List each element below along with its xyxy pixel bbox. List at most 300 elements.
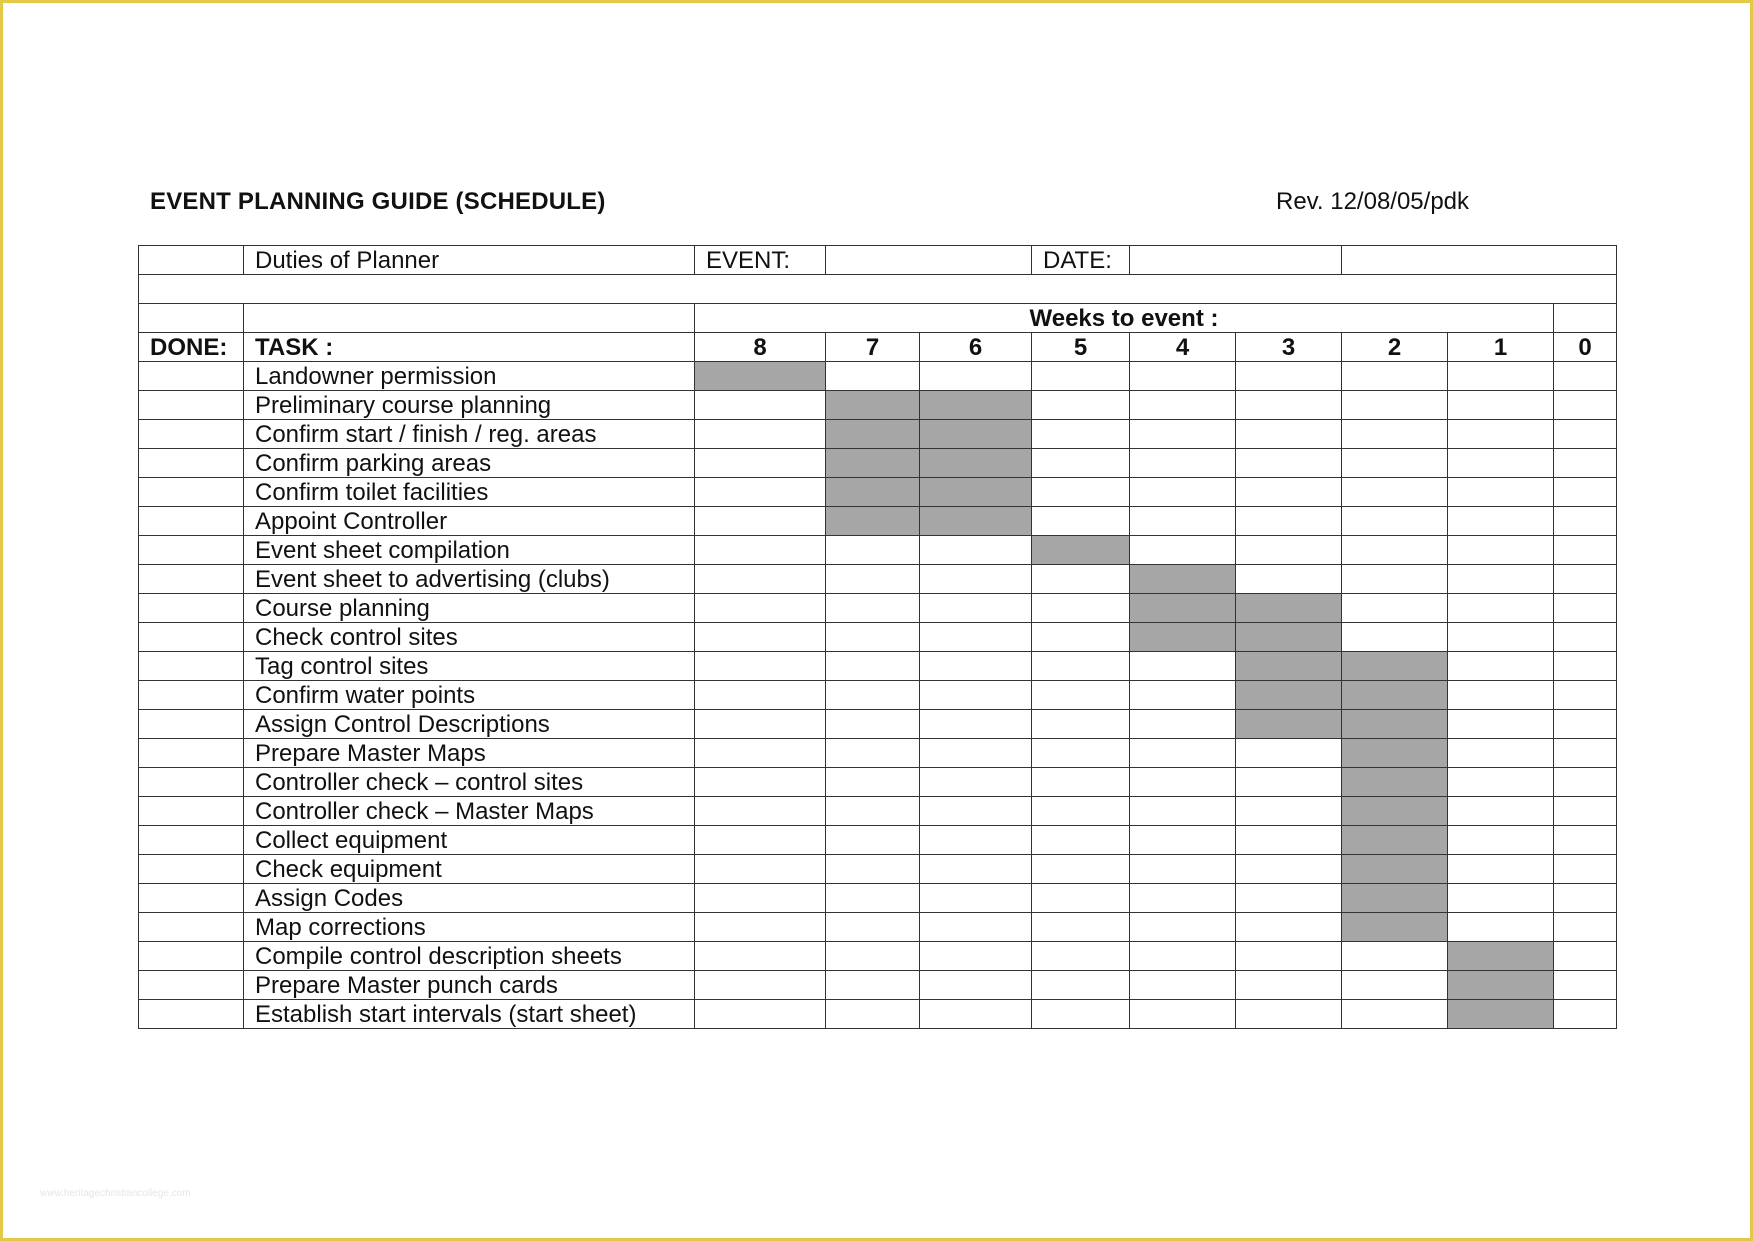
week-cell bbox=[920, 536, 1032, 565]
weeks-header-row bbox=[139, 304, 1617, 333]
task-row bbox=[139, 623, 1617, 652]
week-cell bbox=[826, 565, 920, 594]
week-cell bbox=[1032, 507, 1130, 536]
done-cell[interactable] bbox=[139, 1000, 244, 1029]
week-cell bbox=[695, 681, 826, 710]
week-cell bbox=[1554, 652, 1617, 681]
week-cell bbox=[1448, 797, 1554, 826]
week-cell bbox=[920, 971, 1032, 1000]
done-cell[interactable] bbox=[139, 536, 244, 565]
week-cell bbox=[1236, 362, 1342, 391]
week-cell bbox=[1130, 420, 1236, 449]
week-cell bbox=[826, 391, 920, 420]
week-cell bbox=[1236, 623, 1342, 652]
week-cell bbox=[1130, 681, 1236, 710]
week-cell bbox=[826, 1000, 920, 1029]
week-cell bbox=[1032, 768, 1130, 797]
task-name: Assign Codes bbox=[244, 884, 695, 913]
done-cell[interactable] bbox=[139, 942, 244, 971]
duties-label: Duties of Planner bbox=[244, 246, 695, 275]
week-cell bbox=[920, 913, 1032, 942]
task-name: Establish start intervals (start sheet) bbox=[244, 1000, 695, 1029]
task-row bbox=[139, 884, 1617, 913]
week-cell bbox=[1130, 942, 1236, 971]
week-cell bbox=[1342, 971, 1448, 1000]
task-name: Controller check – Master Maps bbox=[244, 797, 695, 826]
week-cell bbox=[1130, 594, 1236, 623]
week-cell bbox=[1130, 507, 1236, 536]
week-cell bbox=[1554, 826, 1617, 855]
week-cell bbox=[1448, 478, 1554, 507]
week-cell bbox=[1448, 362, 1554, 391]
week-cell bbox=[1342, 623, 1448, 652]
week-cell bbox=[1448, 594, 1554, 623]
week-cell bbox=[1236, 797, 1342, 826]
week-column-header: 8 bbox=[695, 333, 826, 362]
task-row bbox=[139, 797, 1617, 826]
week-cell bbox=[1236, 913, 1342, 942]
week-cell bbox=[695, 739, 826, 768]
week-cell bbox=[826, 913, 920, 942]
week-cell bbox=[920, 565, 1032, 594]
task-name: Tag control sites bbox=[244, 652, 695, 681]
week-cell bbox=[1032, 739, 1130, 768]
week-cell bbox=[1236, 681, 1342, 710]
week-cell bbox=[920, 362, 1032, 391]
week-cell bbox=[1448, 942, 1554, 971]
week-cell bbox=[1032, 1000, 1130, 1029]
week-cell bbox=[1554, 478, 1617, 507]
week-cell bbox=[826, 420, 920, 449]
week-cell bbox=[1448, 884, 1554, 913]
week-cell bbox=[1342, 362, 1448, 391]
week-cell bbox=[695, 855, 826, 884]
task-row bbox=[139, 826, 1617, 855]
week-column-header: 3 bbox=[1236, 333, 1342, 362]
week-cell bbox=[1342, 478, 1448, 507]
task-row bbox=[139, 710, 1617, 739]
week-cell bbox=[1236, 855, 1342, 884]
week-cell bbox=[1032, 623, 1130, 652]
spacer-row bbox=[139, 275, 1617, 304]
week-cell bbox=[695, 391, 826, 420]
task-row bbox=[139, 536, 1617, 565]
week-cell bbox=[695, 420, 826, 449]
week-cell bbox=[1032, 565, 1130, 594]
week-cell bbox=[920, 391, 1032, 420]
week-cell bbox=[920, 826, 1032, 855]
task-name: Confirm water points bbox=[244, 681, 695, 710]
week-cell bbox=[1032, 449, 1130, 478]
done-cell[interactable] bbox=[139, 884, 244, 913]
week-cell bbox=[1554, 536, 1617, 565]
task-name: Confirm parking areas bbox=[244, 449, 695, 478]
done-cell[interactable] bbox=[139, 507, 244, 536]
week-cell bbox=[826, 623, 920, 652]
week-cell bbox=[695, 826, 826, 855]
week-cell bbox=[920, 507, 1032, 536]
week-cell bbox=[1236, 478, 1342, 507]
week-cell bbox=[826, 362, 920, 391]
week-cell bbox=[1342, 420, 1448, 449]
task-name: Prepare Master Maps bbox=[244, 739, 695, 768]
week-cell bbox=[1236, 884, 1342, 913]
task-row bbox=[139, 420, 1617, 449]
week-cell bbox=[1448, 536, 1554, 565]
week-cell bbox=[920, 797, 1032, 826]
week-cell bbox=[1130, 478, 1236, 507]
week-cell bbox=[826, 594, 920, 623]
week-cell bbox=[826, 710, 920, 739]
week-cell bbox=[1236, 942, 1342, 971]
week-cell bbox=[1236, 739, 1342, 768]
week-column-header: 4 bbox=[1130, 333, 1236, 362]
week-cell bbox=[1130, 1000, 1236, 1029]
done-cell[interactable] bbox=[139, 449, 244, 478]
task-name: Check control sites bbox=[244, 623, 695, 652]
week-cell bbox=[1554, 420, 1617, 449]
done-cell[interactable] bbox=[139, 855, 244, 884]
task-name: Preliminary course planning bbox=[244, 391, 695, 420]
week-cell bbox=[695, 797, 826, 826]
task-name: Assign Control Descriptions bbox=[244, 710, 695, 739]
schedule-table bbox=[138, 245, 1617, 1029]
week-cell bbox=[1236, 1000, 1342, 1029]
week-cell bbox=[1554, 594, 1617, 623]
week-cell bbox=[1032, 884, 1130, 913]
event-value-cell[interactable] bbox=[826, 246, 1032, 275]
week-cell bbox=[1554, 623, 1617, 652]
week-cell bbox=[826, 768, 920, 797]
week-cell bbox=[1554, 797, 1617, 826]
done-cell[interactable] bbox=[139, 768, 244, 797]
week-cell bbox=[1032, 681, 1130, 710]
week-cell bbox=[920, 855, 1032, 884]
week-cell bbox=[1236, 768, 1342, 797]
week-cell bbox=[1554, 391, 1617, 420]
week-cell bbox=[1032, 478, 1130, 507]
week-cell bbox=[1130, 449, 1236, 478]
week-cell bbox=[1130, 652, 1236, 681]
week-cell bbox=[695, 594, 826, 623]
week-cell bbox=[1236, 710, 1342, 739]
week-cell bbox=[1032, 710, 1130, 739]
week-cell bbox=[826, 449, 920, 478]
task-name: Compile control description sheets bbox=[244, 942, 695, 971]
week-cell bbox=[1554, 681, 1617, 710]
week-cell bbox=[920, 710, 1032, 739]
task-name: Prepare Master punch cards bbox=[244, 971, 695, 1000]
week-cell bbox=[1554, 884, 1617, 913]
week-cell bbox=[695, 623, 826, 652]
week-cell bbox=[826, 681, 920, 710]
done-cell[interactable] bbox=[139, 971, 244, 1000]
week-cell bbox=[1448, 768, 1554, 797]
done-cell[interactable] bbox=[139, 913, 244, 942]
week-cell bbox=[826, 652, 920, 681]
week-cell bbox=[1554, 971, 1617, 1000]
week-cell bbox=[1554, 449, 1617, 478]
week-cell bbox=[1448, 971, 1554, 1000]
week-cell bbox=[826, 797, 920, 826]
week-cell bbox=[695, 362, 826, 391]
week-cell bbox=[1448, 681, 1554, 710]
done-cell[interactable] bbox=[139, 565, 244, 594]
week-cell bbox=[1032, 971, 1130, 1000]
week-cell bbox=[1342, 768, 1448, 797]
week-cell bbox=[826, 478, 920, 507]
week-cell bbox=[1554, 739, 1617, 768]
task-row bbox=[139, 855, 1617, 884]
week-cell bbox=[1342, 652, 1448, 681]
week-cell bbox=[1554, 507, 1617, 536]
column-header-row bbox=[139, 333, 1617, 362]
week-cell bbox=[826, 884, 920, 913]
week-cell bbox=[1236, 449, 1342, 478]
week-cell bbox=[920, 768, 1032, 797]
week-cell bbox=[1554, 1000, 1617, 1029]
done-cell[interactable] bbox=[139, 420, 244, 449]
week-cell bbox=[1032, 594, 1130, 623]
week-cell bbox=[695, 768, 826, 797]
done-cell[interactable] bbox=[139, 710, 244, 739]
week-cell bbox=[1342, 826, 1448, 855]
week-cell bbox=[1236, 507, 1342, 536]
task-name: Appoint Controller bbox=[244, 507, 695, 536]
week-cell bbox=[695, 536, 826, 565]
week-column-header: 6 bbox=[920, 333, 1032, 362]
week-cell bbox=[826, 942, 920, 971]
week-cell bbox=[1448, 652, 1554, 681]
week-cell bbox=[1554, 768, 1617, 797]
week-column-header: 0 bbox=[1554, 333, 1617, 362]
task-row bbox=[139, 681, 1617, 710]
week-cell bbox=[1130, 884, 1236, 913]
done-cell[interactable] bbox=[139, 623, 244, 652]
done-cell[interactable] bbox=[139, 739, 244, 768]
week-cell bbox=[1342, 710, 1448, 739]
event-label: EVENT: bbox=[695, 246, 826, 275]
week-cell bbox=[1342, 565, 1448, 594]
task-name: Check equipment bbox=[244, 855, 695, 884]
week-cell bbox=[1342, 681, 1448, 710]
task-name: Course planning bbox=[244, 594, 695, 623]
week-cell bbox=[826, 507, 920, 536]
week-cell bbox=[1448, 739, 1554, 768]
week-cell bbox=[1554, 362, 1617, 391]
done-cell[interactable] bbox=[139, 681, 244, 710]
week-cell bbox=[920, 594, 1032, 623]
week-cell bbox=[1130, 913, 1236, 942]
week-cell bbox=[1342, 594, 1448, 623]
week-cell bbox=[1032, 855, 1130, 884]
week-column-header: 7 bbox=[826, 333, 920, 362]
week-cell bbox=[695, 884, 826, 913]
header-row bbox=[139, 246, 1617, 275]
task-row bbox=[139, 507, 1617, 536]
week-cell bbox=[1554, 913, 1617, 942]
week-cell bbox=[1130, 826, 1236, 855]
task-name: Confirm toilet facilities bbox=[244, 478, 695, 507]
week-cell bbox=[1130, 971, 1236, 1000]
week-cell bbox=[1448, 565, 1554, 594]
week-cell bbox=[1448, 826, 1554, 855]
task-row bbox=[139, 449, 1617, 478]
week-cell bbox=[1236, 391, 1342, 420]
week-cell bbox=[920, 884, 1032, 913]
week-cell bbox=[695, 971, 826, 1000]
week-cell bbox=[695, 565, 826, 594]
week-cell bbox=[1448, 710, 1554, 739]
week-cell bbox=[695, 652, 826, 681]
week-cell bbox=[1130, 623, 1236, 652]
week-cell bbox=[1236, 594, 1342, 623]
week-cell bbox=[1130, 797, 1236, 826]
header-extra-cell bbox=[1342, 246, 1617, 275]
task-row bbox=[139, 652, 1617, 681]
week-cell bbox=[695, 1000, 826, 1029]
week-cell bbox=[1554, 710, 1617, 739]
week-cell bbox=[1236, 826, 1342, 855]
week-cell bbox=[1032, 391, 1130, 420]
week-cell bbox=[826, 971, 920, 1000]
week-cell bbox=[1554, 565, 1617, 594]
task-row bbox=[139, 565, 1617, 594]
week-cell bbox=[1448, 855, 1554, 884]
week-cell bbox=[1342, 942, 1448, 971]
week-cell bbox=[1342, 536, 1448, 565]
week-cell bbox=[1032, 652, 1130, 681]
week-cell bbox=[1236, 652, 1342, 681]
week-cell bbox=[695, 507, 826, 536]
week-column-header: 2 bbox=[1342, 333, 1448, 362]
week-cell bbox=[1554, 942, 1617, 971]
date-label: DATE: bbox=[1032, 246, 1130, 275]
week-cell bbox=[1554, 855, 1617, 884]
week-cell bbox=[1032, 942, 1130, 971]
revision-label: Rev. 12/08/05/pdk bbox=[1276, 188, 1470, 215]
task-name: Landowner permission bbox=[244, 362, 695, 391]
week-cell bbox=[1236, 420, 1342, 449]
week-cell bbox=[1236, 565, 1342, 594]
task-row bbox=[139, 391, 1617, 420]
week-cell bbox=[695, 913, 826, 942]
week-cell bbox=[1342, 1000, 1448, 1029]
task-row bbox=[139, 913, 1617, 942]
done-cell[interactable] bbox=[139, 652, 244, 681]
week-cell bbox=[1130, 710, 1236, 739]
date-value-cell[interactable] bbox=[1130, 246, 1342, 275]
week-cell bbox=[1032, 797, 1130, 826]
week-cell bbox=[920, 1000, 1032, 1029]
weeks-header-blank-2 bbox=[244, 304, 695, 333]
week-cell bbox=[1130, 768, 1236, 797]
week-cell bbox=[920, 449, 1032, 478]
task-row bbox=[139, 478, 1617, 507]
task-row bbox=[139, 362, 1617, 391]
done-column-header: DONE: bbox=[139, 333, 244, 362]
week-cell bbox=[1448, 449, 1554, 478]
done-cell[interactable] bbox=[139, 391, 244, 420]
task-row bbox=[139, 739, 1617, 768]
week-cell bbox=[920, 623, 1032, 652]
task-name: Controller check – control sites bbox=[244, 768, 695, 797]
week-cell bbox=[1032, 362, 1130, 391]
task-name: Event sheet to advertising (clubs) bbox=[244, 565, 695, 594]
watermark: www.heritagechristiancollege.com bbox=[40, 1188, 191, 1199]
weeks-header-blank-1 bbox=[139, 304, 244, 333]
week-cell bbox=[1032, 913, 1130, 942]
task-row bbox=[139, 942, 1617, 971]
week-cell bbox=[1342, 391, 1448, 420]
week-cell bbox=[1130, 536, 1236, 565]
week-cell bbox=[1130, 739, 1236, 768]
weeks-to-event-label: Weeks to event : bbox=[695, 304, 1554, 333]
week-cell bbox=[826, 739, 920, 768]
document-title: EVENT PLANNING GUIDE (SCHEDULE) bbox=[150, 188, 606, 215]
week-cell bbox=[1448, 507, 1554, 536]
task-row bbox=[139, 594, 1617, 623]
task-name: Map corrections bbox=[244, 913, 695, 942]
week-cell bbox=[920, 942, 1032, 971]
done-cell[interactable] bbox=[139, 797, 244, 826]
week-cell bbox=[1342, 884, 1448, 913]
done-cell[interactable] bbox=[139, 478, 244, 507]
task-name: Confirm start / finish / reg. areas bbox=[244, 420, 695, 449]
week-cell bbox=[695, 710, 826, 739]
week-cell bbox=[1342, 507, 1448, 536]
week-cell bbox=[1448, 913, 1554, 942]
week-cell bbox=[1342, 739, 1448, 768]
task-name: Collect equipment bbox=[244, 826, 695, 855]
week-column-header: 1 bbox=[1448, 333, 1554, 362]
week-cell bbox=[1130, 362, 1236, 391]
week-cell bbox=[1032, 420, 1130, 449]
week-cell bbox=[1236, 536, 1342, 565]
week-cell bbox=[695, 449, 826, 478]
task-row bbox=[139, 768, 1617, 797]
week-cell bbox=[1448, 623, 1554, 652]
week-cell bbox=[826, 536, 920, 565]
week-cell bbox=[1130, 855, 1236, 884]
week-cell bbox=[1342, 855, 1448, 884]
week-cell bbox=[695, 478, 826, 507]
week-cell bbox=[1130, 565, 1236, 594]
week-cell bbox=[1032, 826, 1130, 855]
done-cell[interactable] bbox=[139, 594, 244, 623]
task-row bbox=[139, 971, 1617, 1000]
week-cell bbox=[920, 652, 1032, 681]
task-name: Event sheet compilation bbox=[244, 536, 695, 565]
week-cell bbox=[826, 826, 920, 855]
done-cell[interactable] bbox=[139, 826, 244, 855]
done-cell[interactable] bbox=[139, 362, 244, 391]
header-blank-cell bbox=[139, 246, 244, 275]
task-column-header: TASK : bbox=[244, 333, 695, 362]
week-cell bbox=[1130, 391, 1236, 420]
week-cell bbox=[1236, 971, 1342, 1000]
week-cell bbox=[1342, 797, 1448, 826]
week-cell bbox=[1342, 913, 1448, 942]
week-cell bbox=[920, 681, 1032, 710]
weeks-header-blank-3 bbox=[1554, 304, 1617, 333]
week-cell bbox=[920, 739, 1032, 768]
week-cell bbox=[1342, 449, 1448, 478]
week-cell bbox=[920, 478, 1032, 507]
task-row bbox=[139, 1000, 1617, 1029]
week-column-header: 5 bbox=[1032, 333, 1130, 362]
week-cell bbox=[1448, 420, 1554, 449]
